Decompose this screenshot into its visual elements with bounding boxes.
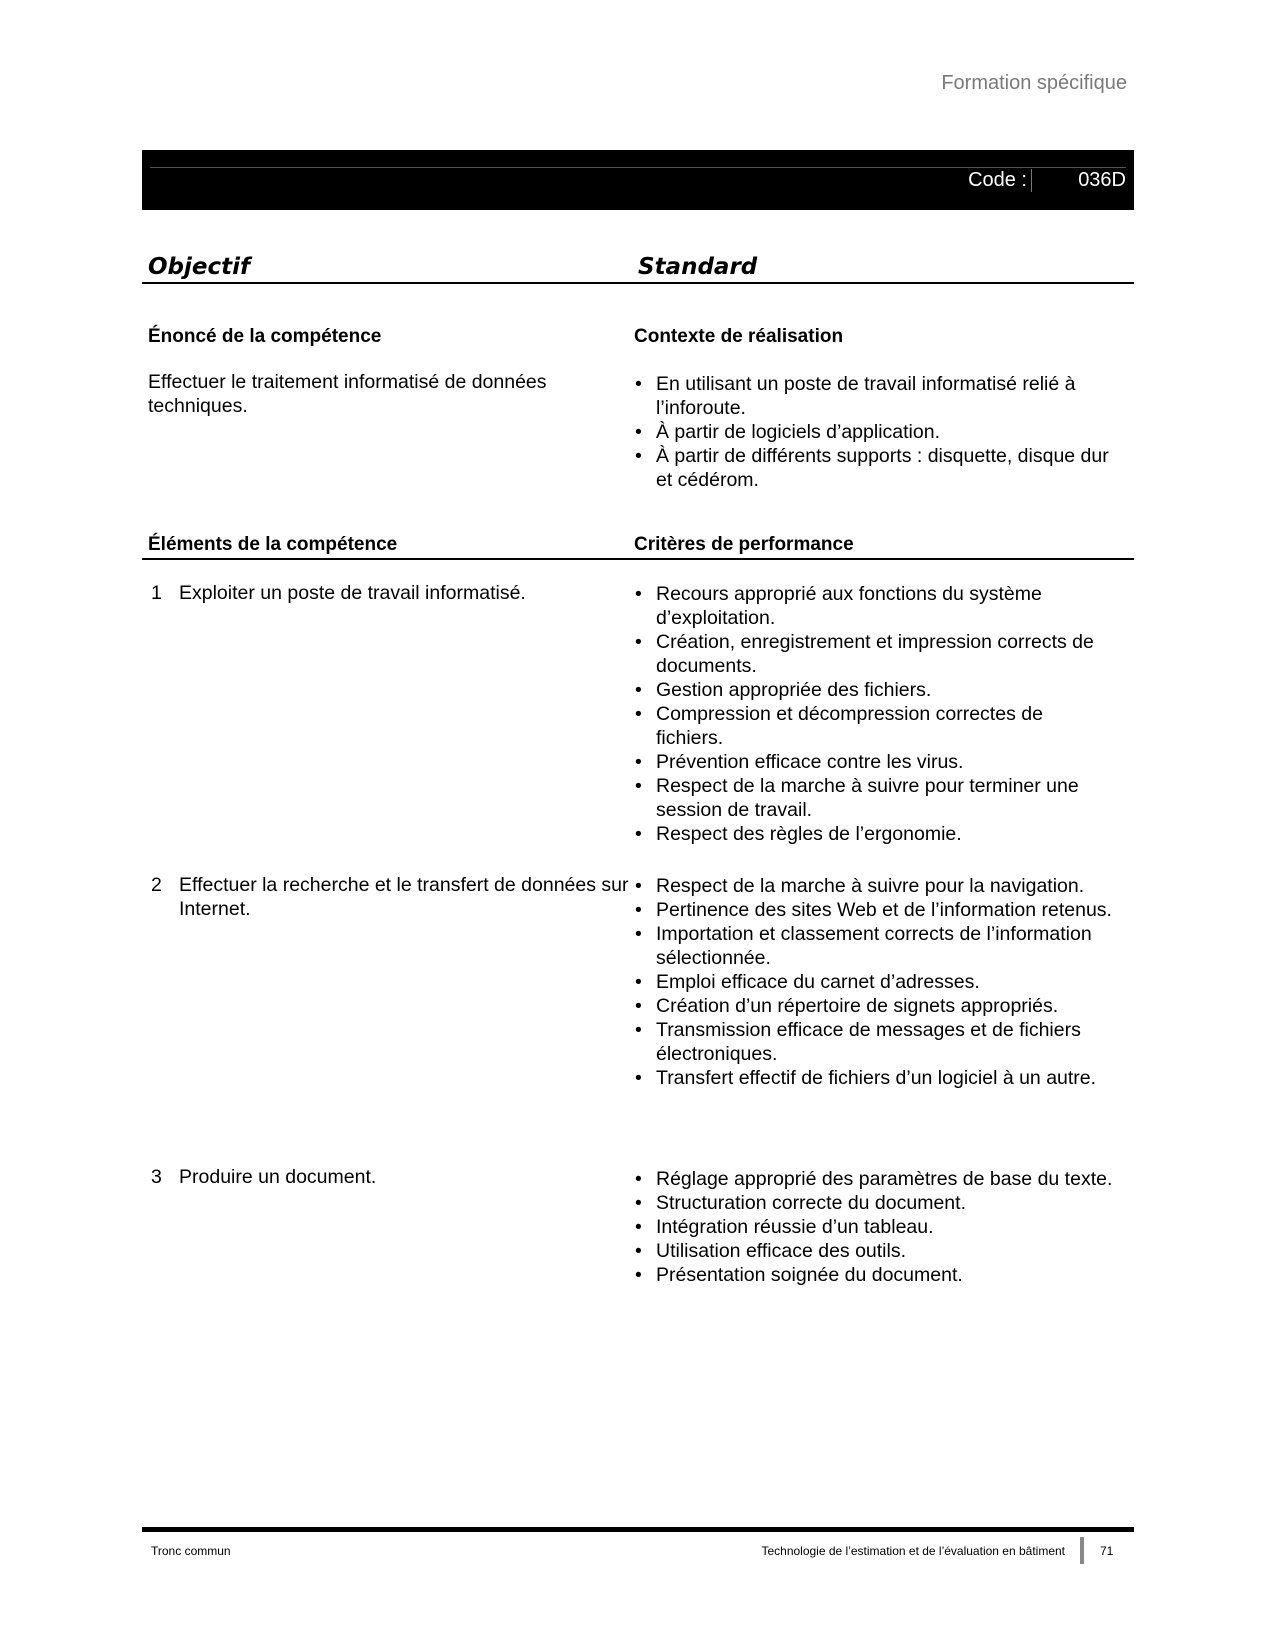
list-item: • Création d’un répertoire de signets appropriés.: [634, 994, 1124, 1018]
list-item: • Prévention efficace contre les virus.: [634, 750, 1114, 774]
element-item-2: [151, 873, 631, 921]
footer-title: Technologie de l’estimation et de l’évaluation en bâtiment: [761, 1544, 1065, 1558]
element-text: Exploiter un poste de travail informatisé.: [179, 582, 526, 604]
enonce-text: Effectuer le traitement informatisé de données techniques.: [148, 371, 547, 417]
element-number: 2: [151, 874, 162, 896]
list-item: • Intégration réussie d’un tableau.: [634, 1215, 1114, 1239]
element-text: Produire un document.: [179, 1166, 377, 1188]
list-item: • Création, enregistrement et impression corrects de documents.: [634, 630, 1114, 678]
element-item-3: [151, 1165, 631, 1189]
footer-left-label: Tronc commun: [151, 1544, 231, 1558]
page-number: 71: [1100, 1544, 1114, 1558]
criteres-list-2: [634, 874, 1124, 1090]
list-item: • En utilisant un poste de travail informatisé relié à l’inforoute.: [634, 372, 1114, 420]
list-item: • Recours approprié aux fonctions du système d’exploitation.: [634, 582, 1114, 630]
list-item: • Compression et décompression correctes de fichiers.: [634, 702, 1114, 750]
list-item: • Gestion appropriée des fichiers.: [634, 678, 1114, 702]
list-item: • Réglage approprié des paramètres de base du texte.: [634, 1167, 1114, 1191]
list-item: • Emploi efficace du carnet d’adresses.: [634, 970, 1124, 994]
criteres-list-1: [634, 582, 1114, 846]
code-bar-divider: [150, 167, 1126, 168]
list-item: • Respect de la marche à suivre pour terminer une session de travail.: [634, 774, 1114, 822]
list-item: • Pertinence des sites Web et de l’information retenus.: [634, 898, 1124, 922]
heading-rule: [142, 282, 1134, 284]
list-item: • À partir de différents supports : disquette, disque dur et cédérom.: [634, 444, 1114, 492]
list-item: • À partir de logiciels d’application.: [634, 420, 1114, 444]
list-item: • Transmission efficace de messages et de fichiers électroniques.: [634, 1018, 1124, 1066]
element-item-1: [151, 581, 631, 605]
page-header-label: Formation spécifique: [941, 72, 1127, 94]
standard-heading: Standard: [638, 254, 758, 280]
criteres-list-3: [634, 1167, 1114, 1287]
list-item: • Transfert effectif de fichiers d’un logiciel à un autre.: [634, 1066, 1124, 1090]
list-item: • Respect de la marche à suivre pour la navigation.: [634, 874, 1124, 898]
footer-separator: [1080, 1537, 1084, 1564]
footer-rule: [142, 1527, 1134, 1532]
contexte-title: Contexte de réalisation: [634, 326, 844, 347]
element-text: Effectuer la recherche et le transfert de données sur Internet.: [179, 874, 629, 920]
list-item: • Structuration correcte du document.: [634, 1191, 1114, 1215]
objectif-heading: Objectif: [148, 254, 251, 280]
code-label: Code :: [968, 169, 1032, 192]
list-item: • Présentation soignée du document.: [634, 1263, 1114, 1287]
code-value: 036D: [1078, 169, 1126, 191]
criteres-title: Critères de performance: [634, 534, 854, 555]
section-rule: [142, 558, 1134, 560]
contexte-list: [634, 372, 1114, 492]
element-number: 1: [151, 582, 162, 604]
list-item: • Utilisation efficace des outils.: [634, 1239, 1114, 1263]
list-item: • Respect des règles de l’ergonomie.: [634, 822, 1114, 846]
list-item: • Importation et classement corrects de l’information sélectionnée.: [634, 922, 1124, 970]
element-number: 3: [151, 1166, 162, 1188]
code-bar: [142, 150, 1134, 210]
elements-title: Éléments de la compétence: [148, 534, 398, 555]
enonce-title: Énoncé de la compétence: [148, 326, 382, 347]
